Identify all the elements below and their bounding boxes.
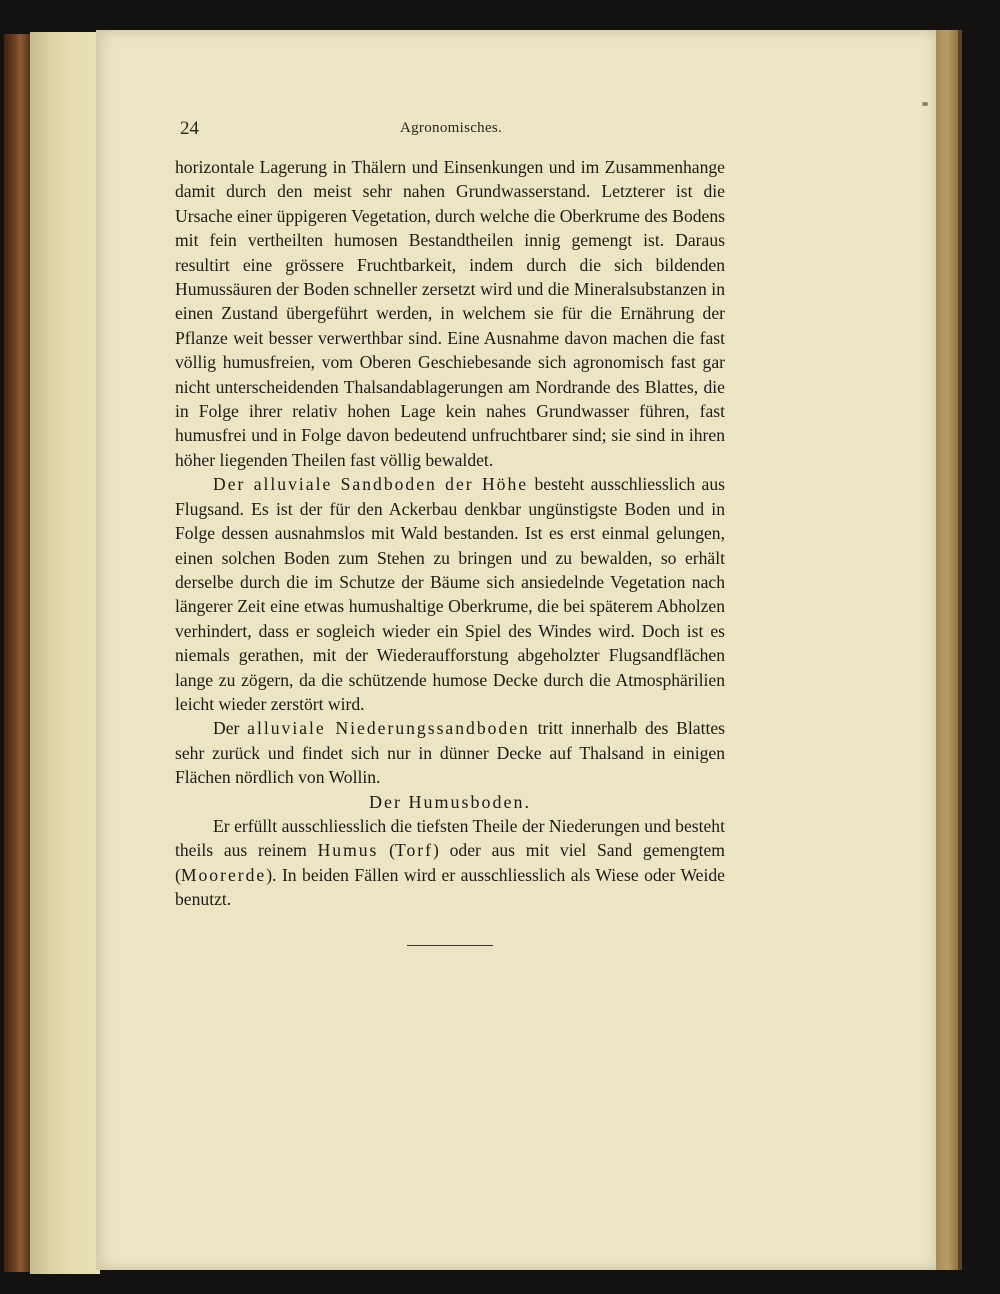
paragraph-3 — [175, 716, 725, 789]
page-stack-right — [936, 30, 958, 1270]
book-spine — [4, 34, 32, 1272]
section-heading: Der Humusboden. — [369, 791, 531, 812]
end-rule — [407, 945, 493, 946]
paragraph-4-end: ). In beiden Fällen wird er ausschliesslich als Wiese oder Weide benutzt. — [175, 864, 725, 910]
paragraph-2 — [175, 472, 725, 716]
paragraph-4-start: Er erfüllt ausschliesslich die tiefsten Theile der Niederungen und besteht theils aus reinem — [175, 815, 725, 861]
spaced-term: alluviale Niederungssandboden — [247, 718, 530, 739]
paragraph-3-text: tritt innerhalb des Blattes sehr zurück und findet sich nur in dünner Decke auf Thalsand in einigen Flächen nördlich von Wollin. — [175, 718, 726, 788]
paragraph-4-mid1: ( — [378, 840, 395, 861]
body-text — [175, 155, 725, 946]
spaced-term-torf: Torf — [394, 840, 434, 861]
paragraph-1: horizontale Lagerung in Thälern und Einsenkungen und im Zusammenhange damit durch den meist sehr nahen Grundwasserstand. Letzterer ist die Ursache einer üppigeren Vegetation, durch welche die Oberkrume des Bodens mit fein vertheilten humosen Bestandtheilen innig gemengt ist. Daraus resultirt eine grössere Fruchtbarkeit, indem durch die sich bildenden Humussäuren der Boden schneller zersetzt wird und die Mineralsubstanzen in einen Zustand übergeführt werden, in welchem sie für die Ernährung der Pflanze weit besser verwerthbar sind. Eine Ausnahme davon machen die fast völlig humusfreien, vom Oberen Geschiebesande sich agronomisch fast gar nicht unterscheidenden Thalsandablagerungen am Nordrande des Blattes, die in Folge ihrer relativ hohen Lage kein nahes Grundwasser führen, fast humusfrei und in Folge davon bedeutend unfruchtbarer sind; sie sind in ihren höher liegenden Theilen fast völlig bewaldet. — [175, 157, 725, 470]
page-stack-left — [30, 32, 100, 1274]
spaced-term-humus: Humus — [317, 840, 379, 861]
running-head: Agronomisches. — [400, 120, 503, 136]
page-number: 24 — [180, 118, 199, 139]
paragraph-2-text: besteht ausschliesslich aus Flugsand. Es ist der für den Ackerbau denkbar ungünstigste Boden und in Folge dessen ausnahmslos mit Wald bestanden. Ist es erst einmal gelungen, einen solchen Boden zum Stehen zu bringen und zu bewalden, so erhält derselbe durch die im Schutze der Bäume sich ansiedelnde Vegetation nach längerer Zeit eine etwas humushaltige Oberkrume, die bei späterem Abholzen verhindert, dass er sogleich wieder ein Spiel des Windes wird. Doch ist es niemals gerathen, mit der Wiederaufforstung abgeholzter Flugsandflächen lange zu zögern, da die schützende humose Decke durch die Atmosphärilien leicht wieder zerstört wird. — [175, 474, 725, 714]
paragraph-4 — [175, 814, 725, 912]
spaced-term-moorerde: Moorerde — [180, 864, 267, 885]
paragraph-4-mid2: ) oder aus mit viel Sand gemengtem ( — [175, 840, 725, 885]
paragraph-3-lead: Der — [213, 718, 248, 739]
book-edge — [958, 30, 962, 1270]
spaced-term: Der alluviale Sandboden der Höhe — [213, 474, 529, 495]
paper-speck — [922, 102, 928, 106]
